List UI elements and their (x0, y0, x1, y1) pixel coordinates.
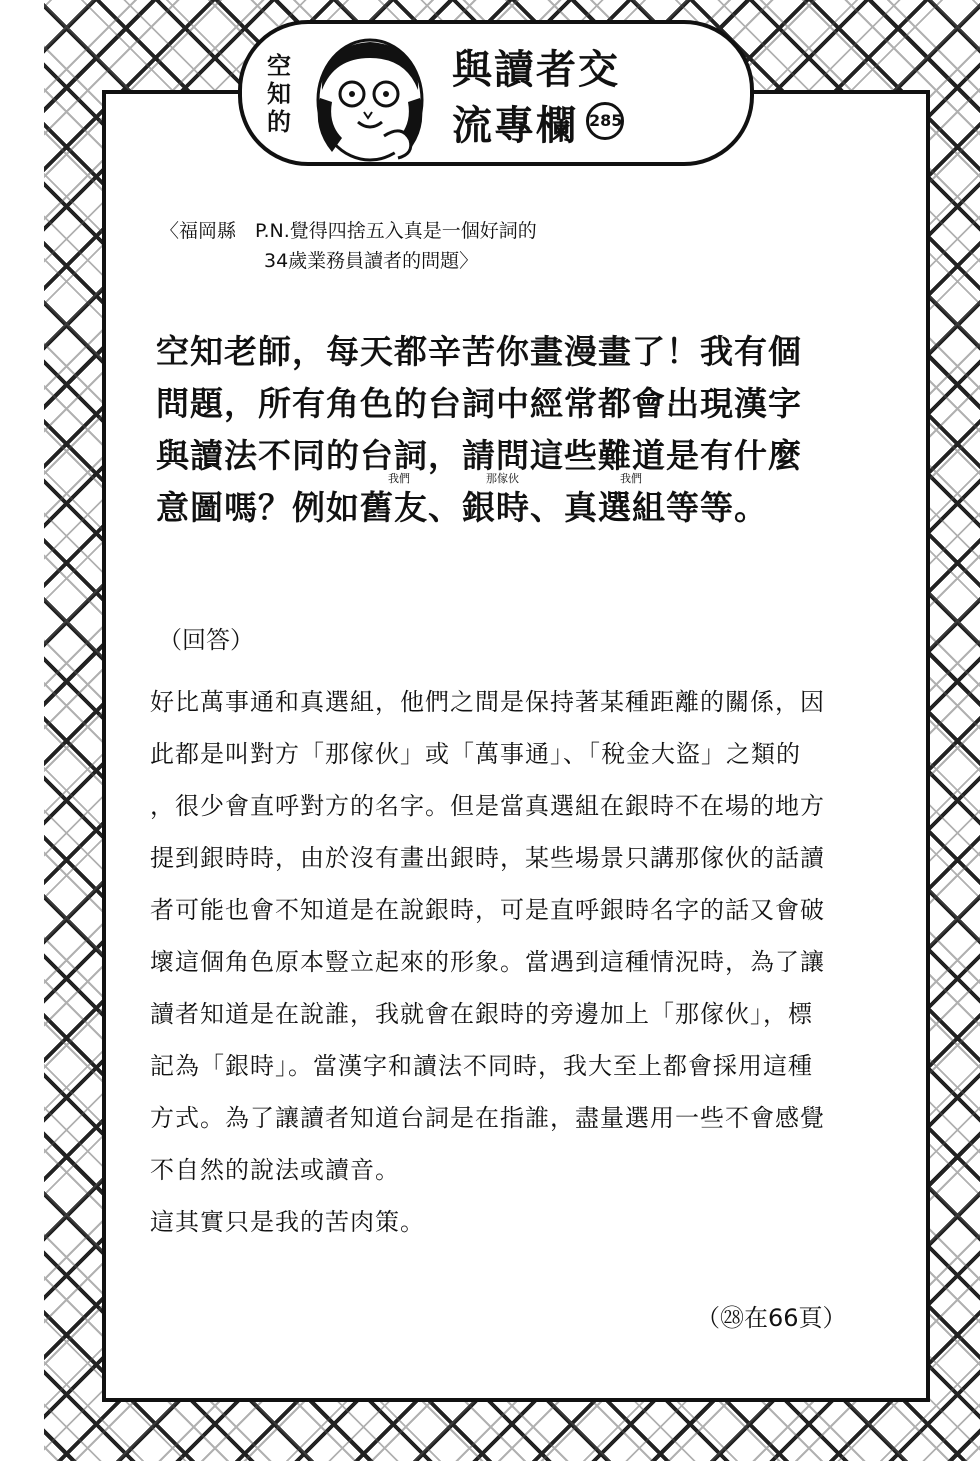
gorilla-face-icon (302, 28, 442, 162)
answer-line: 不自然的說法或讀音。 (150, 1156, 400, 1184)
ruby-annotation: 我們 (388, 472, 410, 485)
column-number-badge: 285 (586, 102, 624, 140)
question-text (156, 326, 876, 534)
question-line: 問題，所有角色的台詞中經常都會出現漢字 (156, 384, 802, 423)
answer-line: 這其實只是我的苦肉策。 (150, 1208, 425, 1236)
answer-line: 讀者知道是在說誰，我就會在銀時的旁邊加上「那傢伙」，標 (150, 1000, 813, 1028)
next-page-note: （㉘在66頁） (696, 1304, 847, 1332)
answer-label: （回答） (158, 626, 254, 654)
question-line: 空知老師，每天都辛苦你畫漫畫了！我有個 (156, 332, 802, 371)
sender-line1: 〈福岡縣 P.N.覺得四捨五入真是一個好詞的 (160, 220, 537, 242)
answer-line: 提到銀時時，由於沒有畫出銀時，某些場景只講那傢伙的話讀 (150, 844, 825, 872)
question-line: 意圖嗎？例如舊友、銀時、真選組等等。 (156, 488, 768, 527)
answer-line: 方式。為了讓讀者知道台詞是在指誰，盡量選用一些不會感覺 (150, 1104, 825, 1132)
answer-text (150, 676, 894, 1248)
header-side-label: 空知的 (267, 51, 291, 136)
sender-line2: 34歲業務員讀者的問題〉 (264, 250, 479, 272)
answer-line: 記為「銀時」。當漢字和讀法不同時，我大至上都會採用這種 (150, 1052, 813, 1080)
answer-line: 好比萬事通和真選組，他們之間是保持著某種距離的關係，因 (150, 688, 825, 716)
header-title (452, 42, 672, 154)
header-title-line1: 與讀者交 (452, 47, 620, 93)
header-title-line2: 流專欄 (452, 103, 578, 149)
sender-info (160, 216, 880, 276)
question-line: 與讀法不同的台詞，請問這些難道是有什麼 (156, 436, 802, 475)
answer-line: 此都是叫對方「那傢伙」或「萬事通」、「稅金大盜」之類的 (150, 740, 801, 768)
answer-line: 壞這個角色原本豎立起來的形象。當遇到這種情況時，為了讓 (150, 948, 825, 976)
ruby-annotation: 我們 (620, 472, 642, 485)
ruby-annotation: 那傢伙 (486, 472, 519, 485)
answer-line: 者可能也會不知道是在說銀時，可是直呼銀時名字的話又會破 (150, 896, 825, 924)
answer-line: ，很少會直呼對方的名字。但是當真選組在銀時不在場的地方 (150, 792, 825, 820)
